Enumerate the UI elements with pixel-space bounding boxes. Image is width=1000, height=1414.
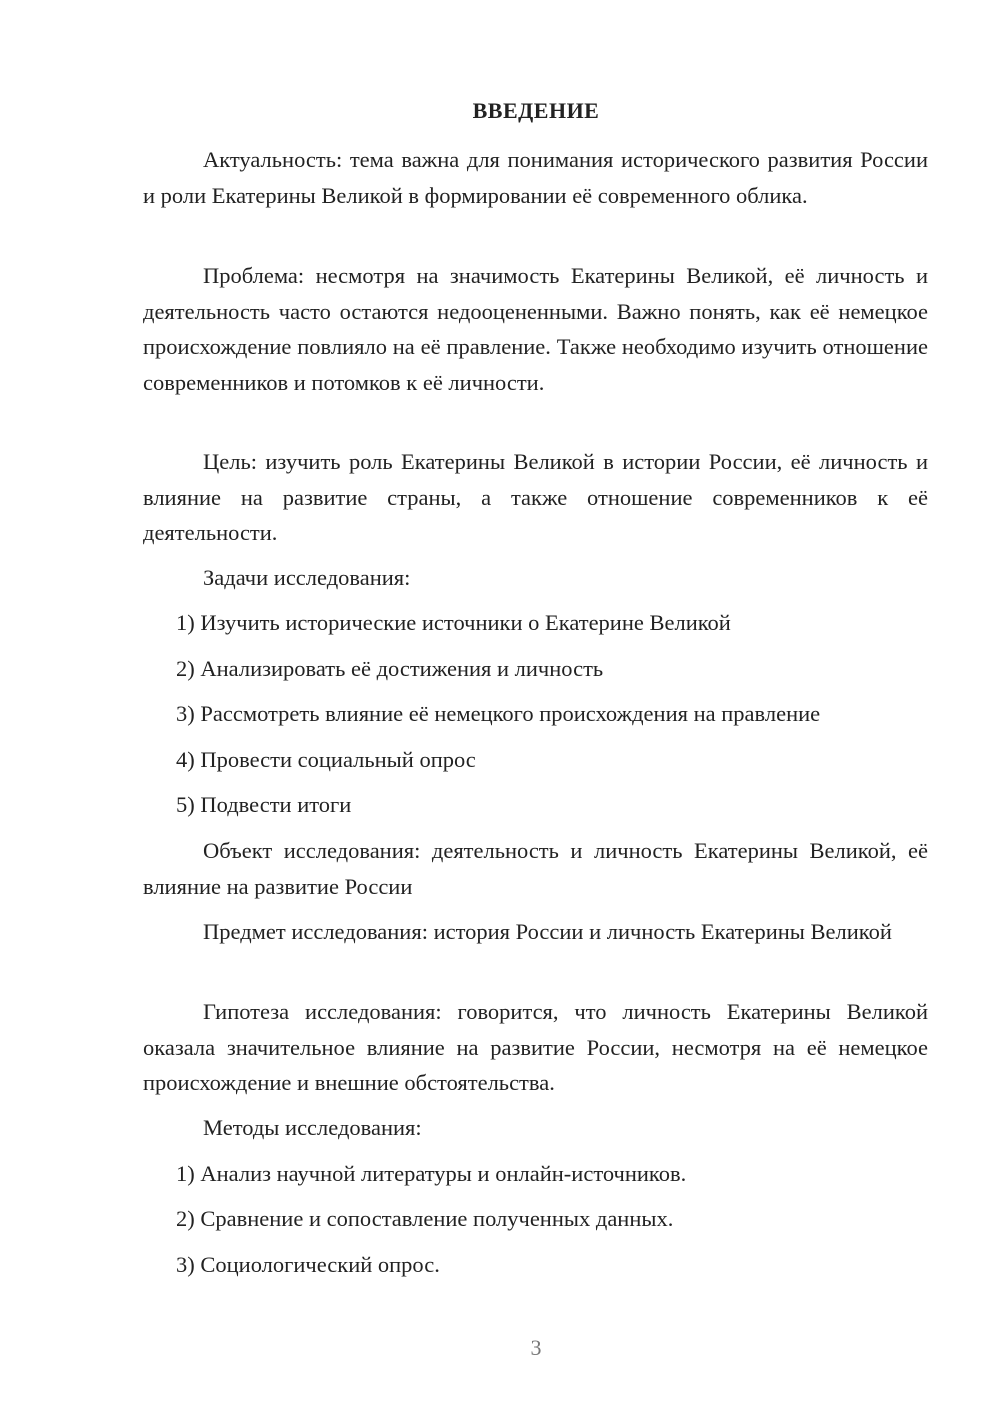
hypothesis-paragraph xyxy=(143,994,928,1101)
relevance-paragraph xyxy=(143,142,928,213)
tasks-title-text: Задачи исследования: xyxy=(203,565,411,590)
task-item-2: 2) Анализировать её достижения и личность xyxy=(176,656,604,681)
method-item-1: 1) Анализ научной литературы и онлайн-источников. xyxy=(176,1161,687,1186)
task-item xyxy=(143,787,928,823)
methods-title-text: Методы исследования: xyxy=(203,1115,422,1140)
task-item xyxy=(143,651,928,687)
goal-text: Цель: изучить роль Екатерины Великой в истории России, её личность и влияние на развитие страны, а также отношение современников к её деятельности. xyxy=(143,449,928,545)
hypothesis-text: Гипотеза исследования: говорится, что личность Екатерины Великой оказала значительное влияние на развитие России, несмотря на её немецкое происхождение и внешние обстоятельства. xyxy=(143,999,928,1095)
relevance-text: Актуальность: тема важна для понимания исторического развития России и роли Екатерины Великой в формировании её современного облика. xyxy=(143,147,928,208)
method-item-2: 2) Сравнение и сопоставление полученных данных. xyxy=(176,1206,674,1231)
task-item xyxy=(143,696,928,732)
task-item-1: 1) Изучить исторические источники о Екатерине Великой xyxy=(176,610,731,635)
page-number: 3 xyxy=(530,1335,542,1360)
task-item xyxy=(143,742,928,778)
method-item xyxy=(143,1201,928,1237)
method-item xyxy=(143,1247,928,1283)
task-item-4: 4) Провести социальный опрос xyxy=(176,747,476,772)
task-item-3: 3) Рассмотреть влияние её немецкого происхождения на правление xyxy=(176,701,821,726)
problem-paragraph xyxy=(143,258,928,400)
object-paragraph xyxy=(143,833,928,904)
method-item xyxy=(143,1156,928,1192)
subject-paragraph xyxy=(143,914,928,950)
method-item-3: 3) Социологический опрос. xyxy=(176,1252,440,1277)
problem-text: Проблема: несмотря на значимость Екатерины Великой, её личность и деятельность часто остаются недооцененными. Важно понять, как её немецкое происхождение повлияло на её правление. Также необходимо изучить отношение современников и потомков к её личности. xyxy=(143,263,928,395)
task-item-5: 5) Подвести итоги xyxy=(176,792,352,817)
subject-text: Предмет исследования: история России и личность Екатерины Великой xyxy=(203,919,892,944)
tasks-title xyxy=(143,560,928,596)
goal-paragraph xyxy=(143,444,928,551)
section-heading: ВВЕДЕНИЕ xyxy=(472,98,600,123)
task-item xyxy=(143,605,928,641)
methods-title xyxy=(143,1110,928,1146)
object-text: Объект исследования: деятельность и личность Екатерины Великой, её влияние на развитие России xyxy=(143,838,928,899)
